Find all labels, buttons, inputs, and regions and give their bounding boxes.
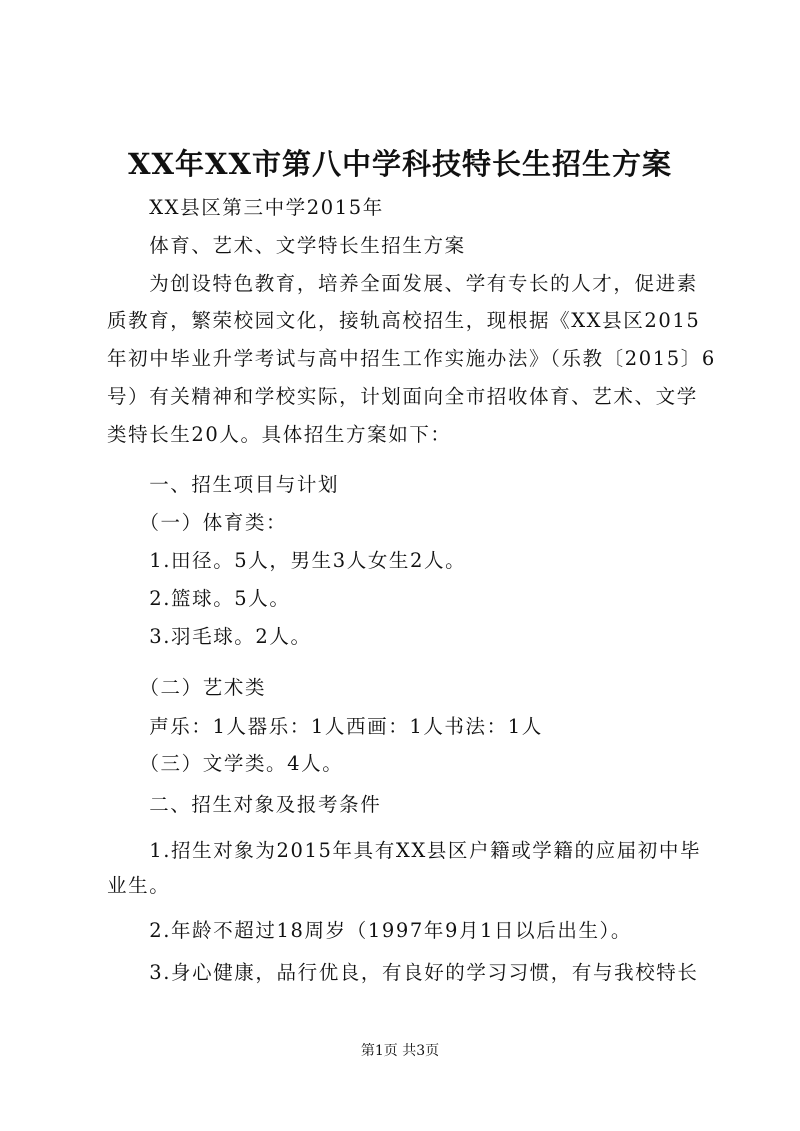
document-title: XX年XX市第八中学科技特长生招生方案	[127, 147, 672, 181]
text-line: 类特长生20人。具体招生方案如下：	[107, 423, 452, 446]
list-item: 2.年龄不超过18周岁（1997年9月1日以后出生）。	[107, 919, 633, 942]
text-line: 为创设特色教育，培养全面发展、学有专长的人才，促进素	[107, 272, 698, 295]
section-heading: 二、招生对象及报考条件	[107, 793, 382, 816]
list-item: 2.篮球。5人。	[107, 587, 291, 610]
list-item: 3.身心健康，品行优良，有良好的学习习惯，有与我校特长	[107, 961, 699, 984]
subsection-heading: （三）文学类。4人。	[107, 752, 344, 775]
subsection-heading: （一）体育类：	[107, 511, 288, 534]
list-item: 1.田径。5人，男生3人女生2人。	[107, 549, 467, 572]
subsection-heading: （二）艺术类	[107, 676, 267, 699]
text-line: XX县区第三中学2015年	[107, 196, 384, 219]
list-item: 1.招生对象为2015年具有XX县区户籍或学籍的应届初中毕	[107, 839, 702, 862]
text-line: 质教育，繁荣校园文化，接轨高校招生，现根据《XX县区2015	[107, 309, 701, 332]
page-footer: 第1页 共3页	[360, 1043, 440, 1059]
text-line: 体育、艺术、文学特长生招生方案	[107, 234, 466, 257]
list-item: 3.羽毛球。2人。	[107, 625, 312, 648]
text-line: 号）有关精神和学校实际，计划面向全市招收体育、艺术、文学	[107, 385, 698, 408]
text-line: 业生。	[107, 874, 171, 897]
text-line: 年初中毕业升学考试与高中招生工作实施办法》（乐教〔2015〕6	[107, 347, 716, 370]
list-item: 声乐：1人器乐：1人西画：1人书法：1人	[107, 715, 543, 738]
section-heading: 一、招生项目与计划	[107, 473, 340, 496]
